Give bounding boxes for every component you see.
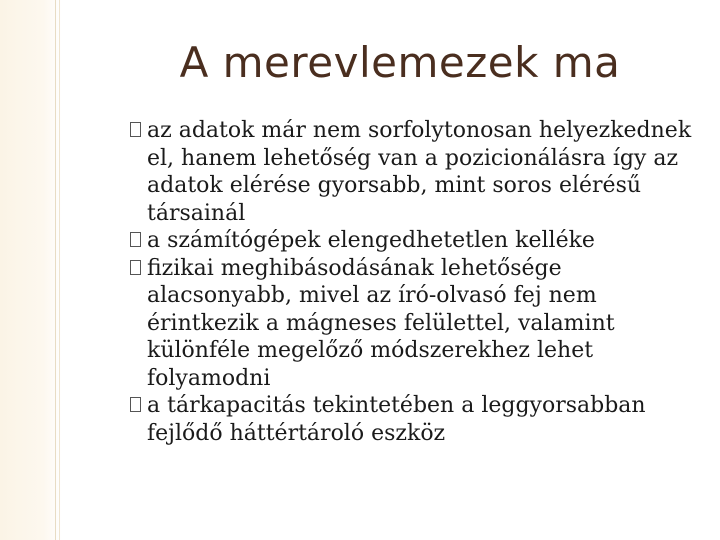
missing-glyph-box-icon xyxy=(130,397,141,412)
missing-glyph-box-icon xyxy=(130,260,141,275)
slide-title: A merevlemezek ma xyxy=(179,38,621,87)
bullet-item xyxy=(130,392,710,447)
slide-body xyxy=(130,117,710,447)
bullet-text: az adatok már nem sorfolytonosan helyezkednek el, hanem lehetőség van a pozicionálásra így az adatok elérése gyorsabb, mint soros elérésű társainál xyxy=(147,118,692,226)
bullet-item xyxy=(130,255,710,393)
missing-glyph-box-icon xyxy=(130,232,141,247)
bullet-item xyxy=(130,117,710,227)
missing-glyph-box-icon xyxy=(130,122,141,137)
bullet-text: a tárkapacitás tekintetében a leggyorsabban fejlődő háttértároló eszköz xyxy=(147,393,646,446)
bullet-text: fizikai meghibásodásának lehetősége alacsonyabb, mivel az író-olvasó fej nem érintkezik a mágneses felülettel, valamint különféle megelőző módszerekhez lehet folyamodni xyxy=(147,255,615,391)
bullet-text: a számítógépek elengedhetetlen kelléke xyxy=(147,228,595,253)
bullet-item xyxy=(130,227,710,255)
